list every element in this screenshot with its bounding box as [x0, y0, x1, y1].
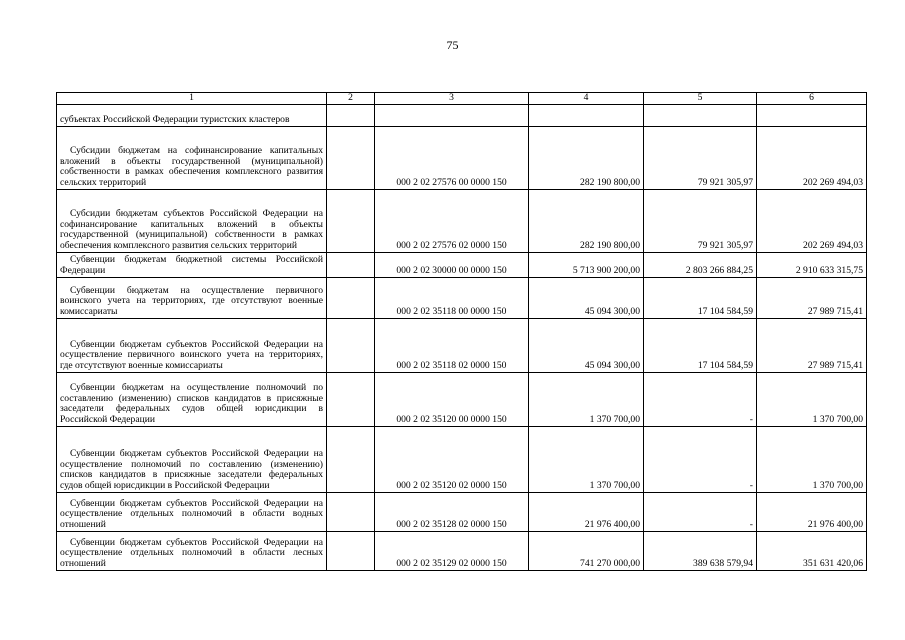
row-name-text: Субвенции бюджетам субъектов Российской Федерации на осуществление полномочий по составлению (изменению) списков кандидатов в присяжные заседатели федеральных судов общей юрисдикции в Российской Федерации — [60, 448, 323, 491]
row-code-cell: 000 2 02 35120 00 0000 150 — [375, 372, 529, 426]
row-value-col5: 389 638 579,94 — [644, 531, 757, 570]
table-body — [57, 104, 867, 570]
row-column2-cell — [327, 426, 375, 492]
row-value-col6: 202 269 494,03 — [757, 189, 867, 252]
row-value-col4: 45 094 300,00 — [529, 318, 644, 372]
table-header-row — [57, 93, 867, 105]
row-value-col5: - — [644, 372, 757, 426]
row-value-col4: 282 190 800,00 — [529, 126, 644, 189]
row-value-col6: 27 989 715,41 — [757, 277, 867, 318]
row-name-cell — [57, 252, 327, 277]
row-name-cell — [57, 426, 327, 492]
row-value-col6: 1 370 700,00 — [757, 426, 867, 492]
row-value-col4: 741 270 000,00 — [529, 531, 644, 570]
column-header: 1 — [57, 93, 327, 105]
row-code-cell: 000 2 02 35120 02 0000 150 — [375, 426, 529, 492]
row-name-text: Субвенции бюджетам на осуществление первичного воинского учета на территориях, где отсутствуют военные комиссариаты — [60, 284, 323, 317]
row-value-col4: 21 976 400,00 — [529, 492, 644, 531]
row-code-cell: 000 2 02 27576 00 0000 150 — [375, 126, 529, 189]
row-value-col6: 1 370 700,00 — [757, 372, 867, 426]
row-value-col6: 2 910 633 315,75 — [757, 252, 867, 277]
row-value-col4: 1 370 700,00 — [529, 372, 644, 426]
row-name-cell — [57, 492, 327, 531]
row-value-col5: 79 921 305,97 — [644, 189, 757, 252]
table-row — [57, 104, 867, 126]
row-code-cell: 000 2 02 35118 00 0000 150 — [375, 277, 529, 318]
budget-table — [56, 92, 867, 571]
row-column2-cell — [327, 252, 375, 277]
row-column2-cell — [327, 531, 375, 570]
row-column2-cell — [327, 372, 375, 426]
row-name-text: Субвенции бюджетам субъектов Российской Федерации на осуществление первичного воинского учета на территориях, где отсутствуют военные комиссариаты — [60, 338, 323, 371]
row-value-col4: 45 094 300,00 — [529, 277, 644, 318]
row-value-col6: 351 631 420,06 — [757, 531, 867, 570]
row-column2-cell — [327, 126, 375, 189]
row-column2-cell — [327, 318, 375, 372]
table-row — [57, 277, 867, 318]
row-column2-cell — [327, 277, 375, 318]
row-name-text: Субвенции бюджетам на осуществление полномочий по составлению (изменению) списков кандидатов в присяжные заседатели федеральных судов общей юрисдикции в Российской Федерации — [60, 382, 323, 425]
row-name-text: Субвенции бюджетам бюджетной системы Российской Федерации — [60, 254, 323, 276]
row-value-col5 — [644, 104, 757, 126]
table-row — [57, 492, 867, 531]
row-name-cell — [57, 104, 327, 126]
row-name-text: Субсидии бюджетам на софинансирование капитальных вложений в объекты государственной (муниципальной) собственности в рамках обеспечения комплексного развития сельских территорий — [60, 145, 323, 188]
row-name-cell — [57, 277, 327, 318]
row-column2-cell — [327, 104, 375, 126]
row-value-col5: 79 921 305,97 — [644, 126, 757, 189]
table-row — [57, 252, 867, 277]
row-name-text: Субвенции бюджетам субъектов Российской Федерации на осуществление отдельных полномочий в области водных отношений — [60, 497, 323, 530]
column-header: 6 — [757, 93, 867, 105]
row-column2-cell — [327, 189, 375, 252]
row-code-cell: 000 2 02 30000 00 0000 150 — [375, 252, 529, 277]
page-number: 75 — [446, 38, 459, 52]
row-value-col6: 202 269 494,03 — [757, 126, 867, 189]
row-value-col6 — [757, 104, 867, 126]
table-row — [57, 189, 867, 252]
row-value-col6: 21 976 400,00 — [757, 492, 867, 531]
table-row — [57, 426, 867, 492]
row-name-text: субъектах Российской Федерации туристских кластеров — [60, 114, 290, 125]
row-code-cell: 000 2 02 35118 02 0000 150 — [375, 318, 529, 372]
row-name-text: Субсидии бюджетам субъектов Российской Федерации на софинансирование капитальных вложений в объекты государственной (муниципальной) собственности в рамках обеспечения комплексного развития сельских территорий — [60, 208, 323, 251]
column-header: 3 — [375, 93, 529, 105]
row-value-col4: 1 370 700,00 — [529, 426, 644, 492]
row-name-cell — [57, 531, 327, 570]
column-header: 5 — [644, 93, 757, 105]
row-name-cell — [57, 126, 327, 189]
row-value-col5: 17 104 584,59 — [644, 277, 757, 318]
row-code-cell — [375, 104, 529, 126]
row-value-col4: 282 190 800,00 — [529, 189, 644, 252]
column-header: 2 — [327, 93, 375, 105]
row-name-cell — [57, 318, 327, 372]
row-column2-cell — [327, 492, 375, 531]
row-value-col4: 5 713 900 200,00 — [529, 252, 644, 277]
row-value-col5: 2 803 266 884,25 — [644, 252, 757, 277]
row-value-col6: 27 989 715,41 — [757, 318, 867, 372]
row-value-col5: - — [644, 426, 757, 492]
column-header: 4 — [529, 93, 644, 105]
table-row — [57, 126, 867, 189]
row-name-text: Субвенции бюджетам субъектов Российской Федерации на осуществление отдельных полномочий в области лесных отношений — [60, 536, 323, 569]
row-value-col5: - — [644, 492, 757, 531]
table-row — [57, 372, 867, 426]
row-value-col5: 17 104 584,59 — [644, 318, 757, 372]
row-code-cell: 000 2 02 35129 02 0000 150 — [375, 531, 529, 570]
row-code-cell: 000 2 02 27576 02 0000 150 — [375, 189, 529, 252]
row-code-cell: 000 2 02 35128 02 0000 150 — [375, 492, 529, 531]
row-name-cell — [57, 189, 327, 252]
row-value-col4 — [529, 104, 644, 126]
table-row — [57, 531, 867, 570]
row-name-cell — [57, 372, 327, 426]
table-row — [57, 318, 867, 372]
